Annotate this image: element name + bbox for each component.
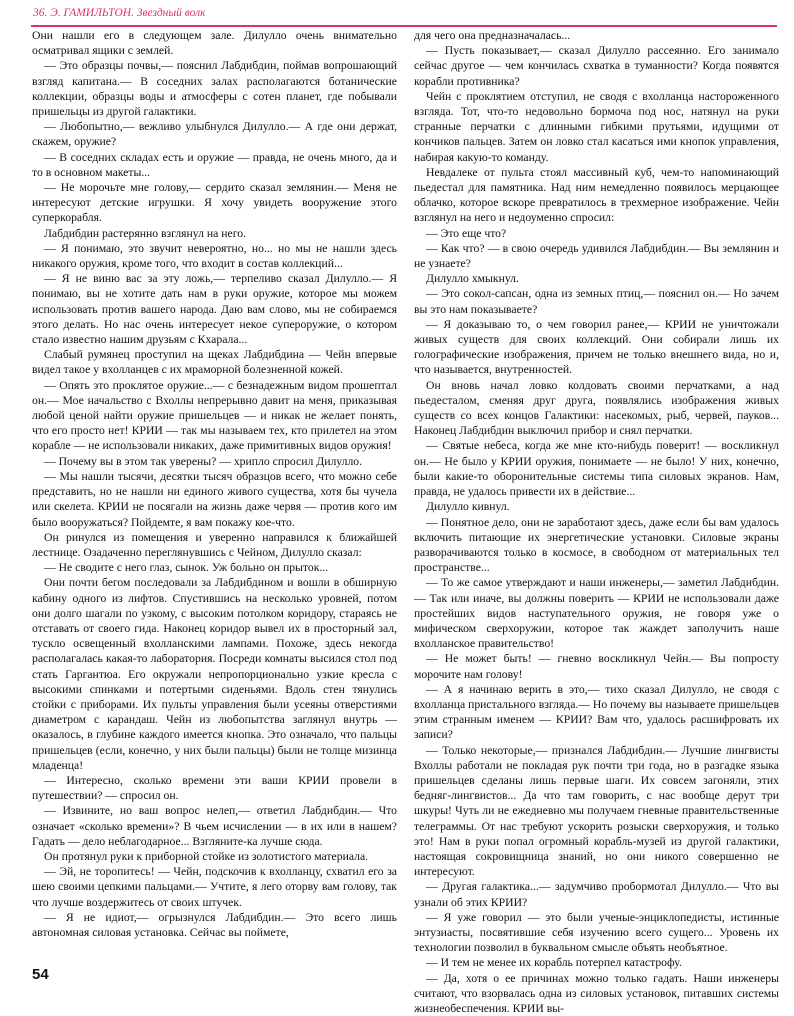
paragraph: Дилулло хмыкнул. <box>426 272 519 286</box>
paragraph: — Эй, не торопитесь! — Чейн, подскочив к вхолланцу, схватил его за шею своими цепкими пальцами.— Учтите, я лего оторву вам голову, так что лучше воздержитесь от своих штучек. <box>32 865 397 909</box>
paragraph: Они нашли его в следующем зале. Дилулло очень внимательно осматривал ящики с землей. <box>32 29 397 58</box>
paragraph: — Любопытно,— вежливо улыбнулся Дилулло.— А где они держат, скажем, оружие? <box>32 120 397 149</box>
paragraph: — Понятное дело, они не заработают здесь, даже если бы вам удалось включить питающие их энергетические установки. Силовые экраны разворачиваются только в космосе, в свободном от материальных тел пространстве... <box>414 515 779 575</box>
paragraph: — Я доказываю то, о чем говорил ранее,— КРИИ не уничтожали живых существ для своих коллекций. Они собирали лишь их голографические изображения, причем не только внешнего вида, но и, что называется, внутренностей. <box>414 317 779 377</box>
paragraph: — Пусть показывает,— сказал Дилулло рассеянно. Его занимало сейчас другое — чем кончилась схватка в туманности? Когда появятся корабли противника? <box>414 44 779 88</box>
paragraph: — Почему вы в этом так уверены? — хрипло спросил Дилулло. <box>44 454 363 468</box>
paragraph: — Я уже говорил — это были ученые-энциклопедисты, истинные энтузиасты, посвятившие себя изучению всего сущего... Уровень их технологии позволил в буквальном смысле объять необъятное. <box>414 910 779 955</box>
paragraph: — Святые небеса, когда же мне кто-нибудь поверит! — воскликнул он.— Не было у КРИИ оружия, понимаете — не было! У них, конечно, были какие-то оборонительные системы типа силовых экранов. Нам, правда, не удалось привести их в действие... <box>414 439 779 499</box>
paragraph: — Как что? — в свою очередь удивился Лабдибдин.— Вы землянин и не узнаете? <box>414 241 779 271</box>
paragraph: Он протянул руки к приборной стойке из золотистого материала. <box>44 849 369 863</box>
paragraph: — Это сокол-сапсан, одна из земных птиц,— пояснил он.— Но зачем вы это нам показываете? <box>414 287 779 316</box>
paragraph: — Я понимаю, это звучит невероятно, но... но мы не нашли здесь никакого оружия, кроме того, что входит в состав коллекций... <box>32 241 397 271</box>
paragraph: — Не сводите с него глаз, сынок. Уж больно он прыток... <box>44 561 329 575</box>
paragraph: — Интересно, сколько времени эти ваши КРИИ провели в путешествии? — спросил он. <box>32 773 397 803</box>
running-header <box>31 6 777 27</box>
paragraph: Он вновь начал ловко колдовать своими перчатками, а над пьедесталом, сменяя друг друга, появлялись изображения живых существ со всех концов Галактики: насекомых, рыб, червей, пауков... Наконец Лабдибдин выключил прибор и снял перчатки. <box>414 378 779 438</box>
paragraph: — И тем не менее их корабль потерпел катастрофу. <box>426 956 682 970</box>
paragraph: — Это образцы почвы,— пояснил Лабдибдин, поймав вопрошающий взгляд капитана.— В соседних залах располагаются ботанические коллекции, образцы воды и атмосферы с сотен планет, где побывали пришельцы из другой галактики. <box>32 59 397 119</box>
running-title: 36. Э. ГАМИЛЬТОН. Звездный волк <box>33 7 206 19</box>
paragraph: — Другая галактика...— задумчиво пробормотал Дилулло.— Что вы узнали об этих КРИИ? <box>414 880 779 909</box>
paragraph: — Да, хотя о ее причинах можно только гадать. Наши инженеры считают, что взорвалась одна из силовых установок, питавших системы жизнеобеспечения. КРИИ вы- <box>414 971 779 1015</box>
paragraph: — Опять это проклятое оружие...— с безнадежным видом прошептал он.— Мое начальство с Вхоллы непрерывно давит на меня, приказывая любой ценой найти оружие пришельцев — и никак не желает понять, что его просто нет! КРИИ — так мы называем тех, кто прилетел на этом корабле — не использовали никаких, даже примитивных видов оружия! <box>32 378 397 453</box>
paragraph: для чего она предназначалась... <box>414 29 571 42</box>
paragraph: Слабый румянец проступил на щеках Лабдибдина — Чейн впервые видел такое у вхолланцев с их мраморной болезненной кожей. <box>32 348 397 377</box>
left-column <box>32 28 397 940</box>
paragraph: — Не морочьте мне голову,— сердито сказал землянин.— Меня не интересуют детские игрушки. Я хочу увидеть вооружение этого суперкорабля. <box>32 181 397 225</box>
paragraph: — Я не виню вас за эту ложь,— терпеливо сказал Дилулло.— Я понимаю, вы не хотите дать нам в руки оружие, которое мы можем использовать против вашего народа. Даю вам слово, мы не собираемся этого делать. Но нас очень интересует некое супероружие, о котором стало известно нашим друзьям с Кхарала... <box>32 272 397 347</box>
paragraph: — Мы нашли тысячи, десятки тысяч образцов всего, что можно себе представить, но не нашли ни единого живого существа, хотя бы чучела или скелета. КРИИ не посягали на жизнь даже червя — против кого им было вооружаться? Пойдемте, я вам покажу кое-что. <box>32 469 397 529</box>
paragraph: Дилулло кивнул. <box>426 500 510 514</box>
page-number: 54 <box>32 966 49 983</box>
paragraph: — В соседних складах есть и оружие — правда, не очень много, да и то в основном макеты... <box>32 150 397 179</box>
right-column <box>414 28 779 1016</box>
paragraph: Чейн с проклятием отступил, не сводя с вхолланца настороженного взгляда. Тот, что-то недовольно бормоча под нос, натянул на руки странные перчатки с длинными гибкими прутьями, идущими от кончиков пальцев. Затем он ловко стал касаться ими кнопок управления, набирая какую-то команду. <box>414 89 779 164</box>
paragraph: — Я не идиот,— огрызнулся Лабдибдин.— Это всего лишь автономная силовая установка. Сейчас вы поймете, <box>32 910 397 939</box>
paragraph: Лабдибдин растерянно взглянул на него. <box>44 226 246 240</box>
paragraph: — Извините, но ваш вопрос нелеп,— ответил Лабдибдин.— Что означает «сколько времени»? В чьем исчислении — в их или в нашем? Гадать — дело неблагодарное... Взгляните-ка лучше сюда. <box>32 804 397 848</box>
paragraph: — Только некоторые,— признался Лабдибдин.— Лучшие лингвисты Вхоллы работали не покладая рук почти три года, но в разгадке языка пришельцев сделаны лишь первые шаги. Их совсем загоняли, этих бедняг-лингвистов... Да что там говорить, с нас вообще дерут три шкуры! Чуть ли не ежедневно мы получаем гневные правительственные телеграммы. От нас требуют ускорить розыски сверхоружия, и только это! Нам в руки попал огромный корабль-музей из другой галактики, настоящая сокровищница знаний, но они никого совершенно не интересуют. <box>414 743 779 879</box>
paragraph: — То же самое утверждают и наши инженеры,— заметил Лабдибдин.— Так или иначе, вы должны поверить — КРИИ не использовали даже простейших видов наступательного оружия, не говоря уже о мифическом сверхоружии, которое так жаждет заполучить наше вхолланское правительство! <box>414 576 779 651</box>
paragraph: Он ринулся из помещения и уверенно направился к ближайшей лестнице. Озадаченно переглянувшись с Чейном, Дилулло сказал: <box>32 530 397 559</box>
paragraph: — Не может быть! — гневно воскликнул Чейн.— Вы попросту морочите нам голову! <box>414 652 779 681</box>
paragraph: — А я начинаю верить в это,— тихо сказал Дилулло, не сводя с вхолланца пристального взгляда.— Но почему вы называете пришельцев этим странным именем — КРИИ? Вам что, удалось расшифровать их записи? <box>414 682 779 742</box>
paragraph: Невдалеке от пульта стоял массивный куб, чем-то напоминающий пьедестал для памятника. Над ним немедленно появилось мерцающее облачко, которое вскоре превратилось в трехмерное изображение. Чейн взглянул на него и недоуменно спросил: <box>414 165 779 225</box>
paragraph: Они почти бегом последовали за Лабдибдином и вошли в обширную кабину одного из лифтов. Спустившись на несколько уровней, потом они долго шагали по узкому, с высоким потолком коридору, стараясь не отставать от своего гида. Наконец коридор вывел их в просторный зал, тускло освещенный вхолланскими лампами. Похоже, здесь некогда располагалась какая-то лаборатория. Посреди комнаты высился стол под стать Гаргантюа. Его окружали непропорционально узкие кресла с высокими спинками и потертыми сиденьями. Вдоль стен тянулись стойки с приборами. Их пульты управления были усеяны отверстиями диаметром с карандаш. Чейн из любопытства заглянул внутрь — оказалось, в глубине каждого имеется кнопка. Это означало, что пальцы пришельцев (если, конечно, у них были пальцы) были не толще мизинца младенца! <box>32 576 397 772</box>
paragraph: — Это еще что? <box>426 226 507 240</box>
